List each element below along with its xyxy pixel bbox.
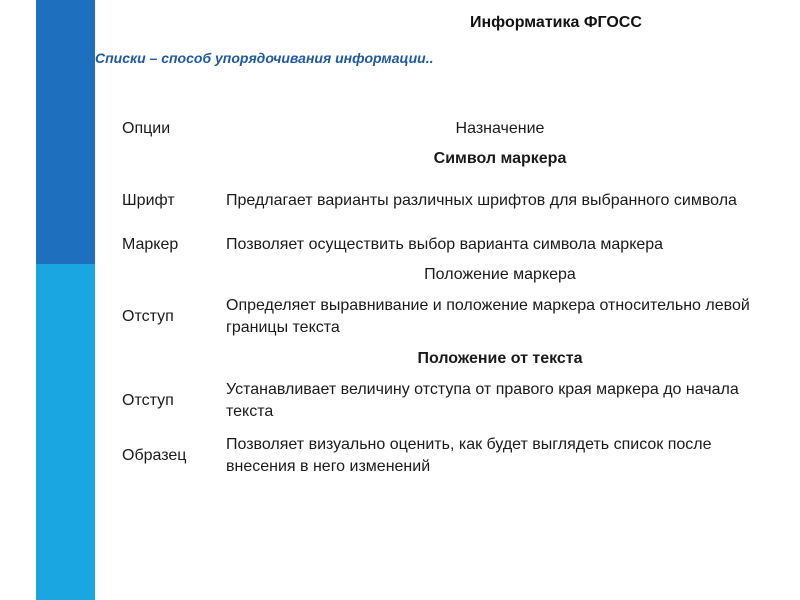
option-cell: Маркер	[122, 236, 179, 253]
header-purpose: Назначение	[455, 120, 545, 137]
purpose-cell: Определяет выравнивание и положение маркера относительно левой границы текста	[226, 297, 750, 336]
course-title: Информатика ФГОСС	[470, 14, 642, 31]
purpose-cell: Позволяет осуществить выбор варианта символа маркера	[226, 236, 664, 253]
header-option: Опции	[122, 120, 171, 137]
decorative-bar-light	[36, 264, 95, 600]
section-marker-position: Положение маркера	[424, 266, 576, 283]
section-text-position: Положение от текста	[417, 350, 583, 367]
table-row	[118, 290, 778, 344]
purpose-cell: Предлагает варианты различных шрифтов для выбранного символа	[226, 192, 737, 209]
table-row	[118, 172, 778, 230]
options-table	[118, 112, 778, 484]
slide-subtitle: Списки – способ упорядочивания информации..	[95, 50, 434, 66]
table-header-row	[118, 112, 778, 146]
purpose-cell: Позволяет визуально оценить, как будет выглядеть список после внесения в него изменений	[226, 436, 712, 475]
option-cell: Шрифт	[122, 192, 175, 209]
option-cell: Отступ	[122, 308, 174, 325]
purpose-cell: Устанавливает величину отступа от правого края маркера до начала текста	[226, 381, 739, 420]
section-row	[118, 146, 778, 172]
table-row	[118, 374, 778, 428]
table-row	[118, 230, 778, 260]
section-row	[118, 344, 778, 374]
table-row	[118, 428, 778, 484]
section-symbol: Символ маркера	[433, 150, 567, 167]
option-cell: Отступ	[122, 392, 174, 409]
option-cell: Образец	[122, 447, 187, 464]
decorative-bar-dark	[36, 0, 95, 264]
section-row	[118, 260, 778, 290]
